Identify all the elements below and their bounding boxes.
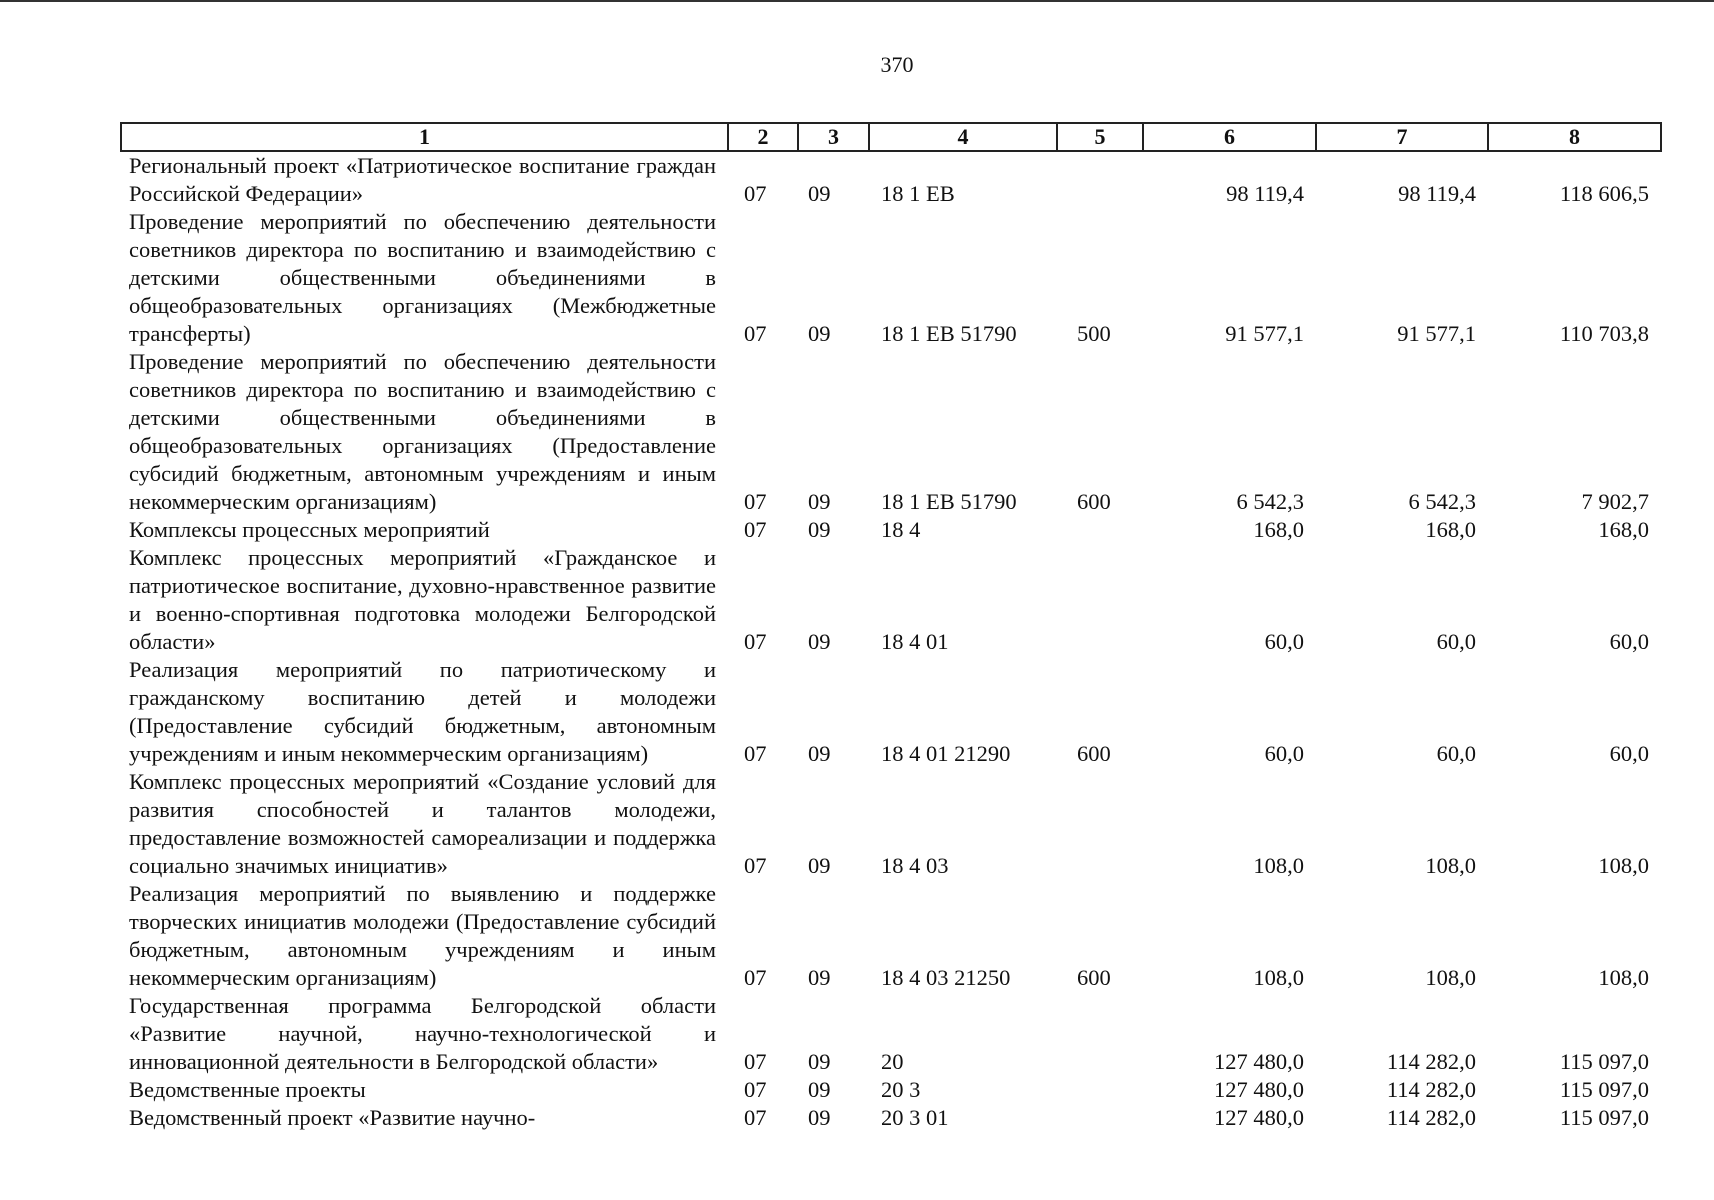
row-name: Ведомственные проекты bbox=[129, 1077, 366, 1102]
row-expense-type: 600 bbox=[1077, 965, 1111, 990]
row-expense-type bbox=[1057, 544, 1143, 656]
row-subsection-code: 09 bbox=[808, 1049, 831, 1074]
table-row bbox=[121, 151, 1661, 208]
row-value-col8: 115 097,0 bbox=[1559, 1105, 1649, 1130]
row-target-article: 18 1 EB bbox=[881, 181, 955, 206]
row-value-col8: 60,0 bbox=[1609, 741, 1649, 766]
row-target-article: 20 3 01 bbox=[881, 1105, 949, 1130]
row-name: Комплекс процессных мероприятий «Создание условий для развития способностей и талантов молодежи, предоставление возможностей самореализации и поддержка социально значимых инициатив» bbox=[129, 769, 716, 878]
row-value-col6: 127 480,0 bbox=[1214, 1049, 1304, 1074]
row-value-col7: 108,0 bbox=[1425, 965, 1476, 990]
row-expense-type bbox=[1057, 516, 1143, 544]
row-subsection-code: 09 bbox=[808, 1105, 831, 1130]
row-value-col8: 168,0 bbox=[1598, 517, 1649, 542]
header-row bbox=[121, 123, 1661, 151]
top-rule bbox=[0, 0, 1714, 2]
row-value-col8: 110 703,8 bbox=[1559, 321, 1649, 346]
row-section-code: 07 bbox=[744, 1077, 767, 1102]
table-row bbox=[121, 880, 1661, 992]
row-subsection-code: 09 bbox=[808, 965, 831, 990]
row-value-col7: 114 282,0 bbox=[1386, 1105, 1476, 1130]
row-subsection-code: 09 bbox=[808, 321, 831, 346]
row-value-col6: 98 119,4 bbox=[1226, 181, 1304, 206]
row-subsection-code: 09 bbox=[808, 629, 831, 654]
row-value-col6: 127 480,0 bbox=[1214, 1105, 1304, 1130]
row-value-col6: 108,0 bbox=[1253, 853, 1304, 878]
row-value-col7: 98 119,4 bbox=[1398, 181, 1476, 206]
row-value-col8: 60,0 bbox=[1609, 629, 1649, 654]
row-expense-type bbox=[1057, 151, 1143, 208]
column-header-7: 7 bbox=[1316, 123, 1488, 151]
row-value-col6: 60,0 bbox=[1264, 629, 1304, 654]
row-value-col8: 115 097,0 bbox=[1559, 1049, 1649, 1074]
row-expense-type: 600 bbox=[1077, 741, 1111, 766]
row-section-code: 07 bbox=[744, 965, 767, 990]
table-row bbox=[121, 656, 1661, 768]
column-header-8: 8 bbox=[1488, 123, 1661, 151]
row-section-code: 07 bbox=[744, 741, 767, 766]
row-section-code: 07 bbox=[744, 181, 767, 206]
row-name: Ведомственный проект «Развитие научно- bbox=[129, 1105, 536, 1130]
table-row bbox=[121, 516, 1661, 544]
row-value-col6: 91 577,1 bbox=[1225, 321, 1304, 346]
row-value-col6: 60,0 bbox=[1264, 741, 1304, 766]
row-section-code: 07 bbox=[744, 1105, 767, 1130]
row-value-col7: 6 542,3 bbox=[1408, 489, 1476, 514]
row-target-article: 18 1 EB 51790 bbox=[881, 489, 1017, 514]
row-name: Комплекс процессных мероприятий «Гражданское и патриотическое воспитание, духовно-нравственное развитие и военно-спортивная подготовка молодежи Белгородской области» bbox=[129, 545, 716, 654]
row-subsection-code: 09 bbox=[808, 489, 831, 514]
row-target-article: 20 bbox=[881, 1049, 904, 1074]
row-section-code: 07 bbox=[744, 489, 767, 514]
page-number: 370 bbox=[880, 52, 914, 77]
column-header-6: 6 bbox=[1143, 123, 1316, 151]
row-subsection-code: 09 bbox=[808, 741, 831, 766]
row-name: Государственная программа Белгородской области «Развитие научной, научно-технологической и инновационной деятельности в Белгородской области» bbox=[129, 993, 716, 1074]
budget-table bbox=[120, 122, 1662, 1132]
row-expense-type bbox=[1057, 1076, 1143, 1104]
row-expense-type: 600 bbox=[1077, 489, 1111, 514]
row-value-col7: 60,0 bbox=[1436, 741, 1476, 766]
table-row bbox=[121, 348, 1661, 516]
row-value-col7: 114 282,0 bbox=[1386, 1077, 1476, 1102]
row-subsection-code: 09 bbox=[808, 517, 831, 542]
row-target-article: 18 4 bbox=[881, 517, 921, 542]
row-target-article: 18 1 EB 51790 bbox=[881, 321, 1017, 346]
row-value-col7: 91 577,1 bbox=[1397, 321, 1476, 346]
row-name: Реализация мероприятий по выявлению и поддержке творческих инициатив молодежи (Предоставление субсидий бюджетным, автономным учреждениям и иным некоммерческим организациям) bbox=[129, 881, 716, 990]
table-row bbox=[121, 1076, 1661, 1104]
row-name: Реализация мероприятий по патриотическому и гражданскому воспитанию детей и молодежи (Предоставление субсидий бюджетным, автономным учреждениям и иным некоммерческим организациям) bbox=[129, 657, 716, 766]
row-target-article: 18 4 01 bbox=[881, 629, 949, 654]
row-name: Проведение мероприятий по обеспечению деятельности советников директора по воспитанию и взаимодействию с детскими общественными объединениями в общеобразовательных организациях (Межбюджетные трансферты) bbox=[129, 209, 716, 346]
row-subsection-code: 09 bbox=[808, 181, 831, 206]
table-row bbox=[121, 1104, 1661, 1132]
row-name: Комплексы процессных мероприятий bbox=[129, 517, 490, 542]
row-value-col6: 127 480,0 bbox=[1214, 1077, 1304, 1102]
column-header-3: 3 bbox=[798, 123, 869, 151]
row-value-col8: 108,0 bbox=[1598, 965, 1649, 990]
table-row bbox=[121, 208, 1661, 348]
row-expense-type: 500 bbox=[1077, 321, 1111, 346]
row-value-col6: 6 542,3 bbox=[1236, 489, 1304, 514]
column-header-1: 1 bbox=[121, 123, 728, 151]
row-target-article: 18 4 03 21250 bbox=[881, 965, 1011, 990]
row-section-code: 07 bbox=[744, 321, 767, 346]
row-value-col7: 108,0 bbox=[1425, 853, 1476, 878]
row-value-col8: 118 606,5 bbox=[1559, 181, 1649, 206]
column-header-4: 4 bbox=[869, 123, 1057, 151]
row-value-col6: 168,0 bbox=[1253, 517, 1304, 542]
row-target-article: 18 4 03 bbox=[881, 853, 949, 878]
table-row bbox=[121, 768, 1661, 880]
row-expense-type bbox=[1057, 1104, 1143, 1132]
row-subsection-code: 09 bbox=[808, 1077, 831, 1102]
row-expense-type bbox=[1057, 768, 1143, 880]
row-value-col6: 108,0 bbox=[1253, 965, 1304, 990]
row-expense-type bbox=[1057, 992, 1143, 1076]
row-value-col8: 7 902,7 bbox=[1581, 489, 1649, 514]
row-section-code: 07 bbox=[744, 853, 767, 878]
row-name: Проведение мероприятий по обеспечению деятельности советников директора по воспитанию и взаимодействию с детскими общественными объединениями в общеобразовательных организациях (Предоставление субсидий бюджетным, автономным учреждениям и иным некоммерческим организациям) bbox=[129, 349, 716, 514]
row-subsection-code: 09 bbox=[808, 853, 831, 878]
row-section-code: 07 bbox=[744, 1049, 767, 1074]
row-value-col7: 60,0 bbox=[1436, 629, 1476, 654]
row-section-code: 07 bbox=[744, 629, 767, 654]
row-value-col8: 108,0 bbox=[1598, 853, 1649, 878]
row-target-article: 18 4 01 21290 bbox=[881, 741, 1011, 766]
row-value-col7: 168,0 bbox=[1425, 517, 1476, 542]
row-value-col8: 115 097,0 bbox=[1559, 1077, 1649, 1102]
table-row bbox=[121, 544, 1661, 656]
column-header-2: 2 bbox=[728, 123, 798, 151]
table-row bbox=[121, 992, 1661, 1076]
row-value-col7: 114 282,0 bbox=[1386, 1049, 1476, 1074]
row-section-code: 07 bbox=[744, 517, 767, 542]
row-target-article: 20 3 bbox=[881, 1077, 921, 1102]
column-header-5: 5 bbox=[1057, 123, 1143, 151]
row-name: Региональный проект «Патриотическое воспитание граждан Российской Федерации» bbox=[129, 153, 716, 206]
